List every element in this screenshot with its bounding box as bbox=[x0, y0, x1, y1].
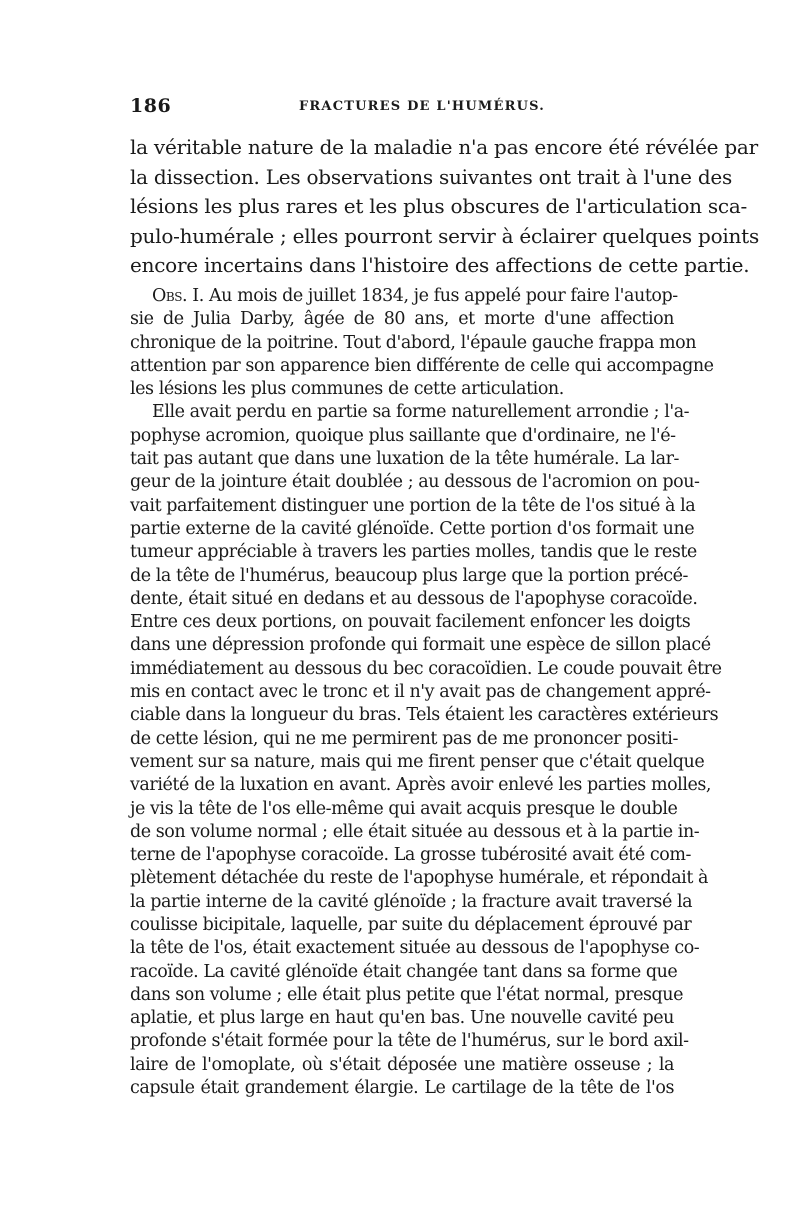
text-line: vement sur sa nature, mais qui me firent penser que c'était quelque bbox=[130, 751, 705, 772]
text-line: de cette lésion, qui ne me permirent pas de me prononcer positi- bbox=[130, 728, 678, 749]
text-line: aplatie, et plus large en haut qu'en bas. Une nouvelle cavité peu bbox=[130, 1008, 674, 1029]
running-title: FRACTURES DE L'HUMÉRUS. bbox=[298, 99, 546, 114]
text-line: coulisse bicipitale, laquelle, par suite du déplacement éprouvé par bbox=[130, 914, 692, 935]
text-line: chronique de la poitrine. Tout d'abord, l'épaule gauche frappa mon bbox=[130, 332, 697, 353]
observation-label: Obs. I. bbox=[152, 285, 204, 306]
text-line: Entre ces deux portions, on pouvait facilement enfoncer les doigts bbox=[130, 612, 691, 633]
text-line: racoïde. La cavité glénoïde était changée tant dans sa forme que bbox=[130, 961, 678, 982]
text-line: de la tête de l'humérus, beaucoup plus large que la portion précé- bbox=[130, 565, 688, 586]
text-line: partie externe de la cavité glénoïde. Cette portion d'os formait une bbox=[130, 518, 695, 539]
intro-paragraph bbox=[130, 133, 759, 281]
text-line: dans une dépression profonde qui formait une espèce de sillon placé bbox=[130, 635, 711, 656]
text-line: mis en contact avec le tronc et il n'y avait pas de changement appré- bbox=[130, 682, 711, 703]
book-page bbox=[130, 95, 759, 1100]
observation-first-line bbox=[130, 285, 678, 308]
text-line: tait pas autant que dans une luxation de la tête humérale. La lar- bbox=[130, 449, 679, 470]
text-line: vait parfaitement distinguer une portion de la tête de l'os situé à la bbox=[130, 495, 696, 516]
text-line: la dissection. Les observations suivantes ont trait à l'une des bbox=[130, 164, 733, 189]
observation-paragraph-1 bbox=[130, 285, 714, 401]
text-line: tumeur appréciable à travers les parties molles, tandis que le reste bbox=[130, 542, 697, 563]
text-line: variété de la luxation en avant. Après avoir enlevé les parties molles, bbox=[130, 775, 712, 796]
text-line: sie de Julia Darby, âgée de 80 ans, et morte d'une affection bbox=[130, 309, 674, 330]
text-line: pulo-humérale ; elles pourront servir à éclairer quelques points bbox=[130, 223, 759, 248]
text-line: pophyse acromion, quoique plus saillante que d'ordinaire, ne l'é- bbox=[130, 425, 676, 446]
text-line: de son volume normal ; elle était située au dessous et à la partie in- bbox=[130, 821, 700, 842]
text-line: je vis la tête de l'os elle-même qui avait acquis presque le double bbox=[130, 798, 678, 819]
text-line: dans son volume ; elle était plus petite que l'état normal, presque bbox=[130, 984, 684, 1005]
text-line: ciable dans la longueur du bras. Tels étaient les caractères extérieurs bbox=[130, 705, 719, 726]
text-line: dente, était situé en dedans et au dessous de l'apophyse coracoïde. bbox=[130, 588, 698, 609]
text-line: lésions les plus rares et les plus obscures de l'articulation sca- bbox=[130, 194, 748, 219]
observation-first-line-text: Au mois de juillet 1834, je fus appelé pour faire l'autop- bbox=[208, 285, 678, 306]
observation-section bbox=[130, 285, 722, 1100]
text-line: immédiatement au dessous du bec coracoïdien. Le coude pouvait être bbox=[130, 658, 722, 679]
text-line: capsule était grandement élargie. Le cartilage de la tête de l'os bbox=[130, 1078, 674, 1099]
text-line: attention par son apparence bien différente de celle qui accompagne bbox=[130, 355, 714, 376]
text-line: la tête de l'os, était exactement située au dessous de l'apophyse co- bbox=[130, 938, 700, 959]
running-head bbox=[130, 95, 674, 121]
text-line: encore incertains dans l'histoire des affections de cette partie. bbox=[130, 253, 750, 278]
text-line: plètement détachée du reste de l'apophyse humérale, et répondait à bbox=[130, 868, 708, 889]
page-number: 186 bbox=[130, 95, 172, 117]
text-line: profonde s'était formée pour la tête de l'humérus, sur le bord axil- bbox=[130, 1031, 689, 1052]
text-line: les lésions les plus communes de cette articulation. bbox=[130, 379, 564, 400]
text-line: geur de la jointure était doublée ; au dessous de l'acromion on pou- bbox=[130, 472, 700, 493]
text-line: terne de l'apophyse coracoïde. La grosse tubérosité avait été com- bbox=[130, 845, 691, 866]
text-line: laire de l'omoplate, où s'était déposée une matière osseuse ; la bbox=[130, 1054, 674, 1075]
text-line: Elle avait perdu en partie sa forme naturellement arrondie ; l'a- bbox=[152, 402, 690, 423]
text-line: la partie interne de la cavité glénoïde ; la fracture avait traversé la bbox=[130, 891, 693, 912]
text-line: la véritable nature de la maladie n'a pas encore été révélée par bbox=[130, 135, 758, 159]
observation-paragraph-2 bbox=[130, 401, 722, 1100]
